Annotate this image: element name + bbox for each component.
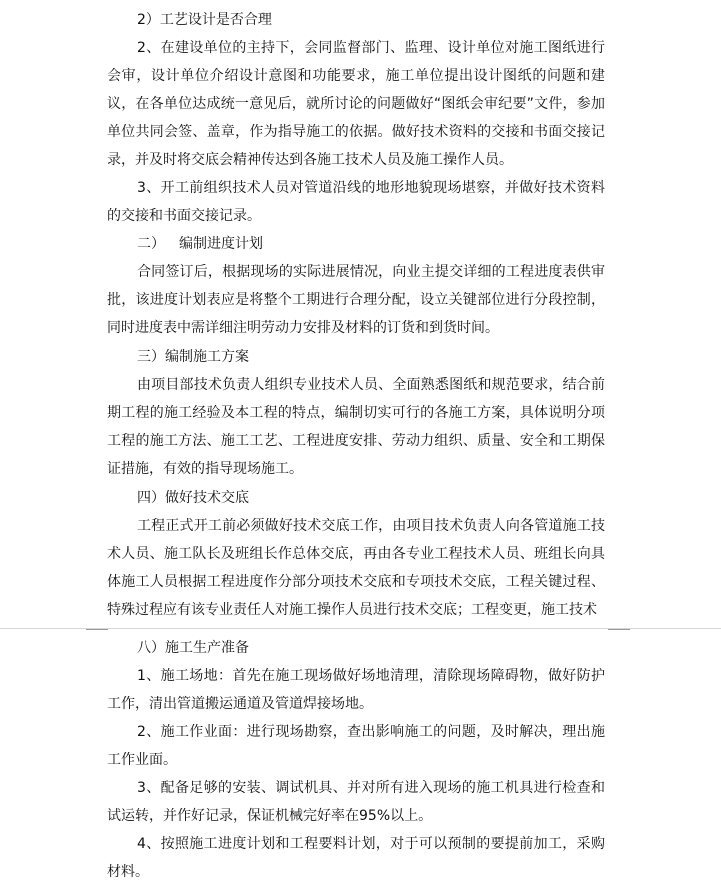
paragraph-3-site-survey: 3、开工前组织技术人员对管道沿线的地形地貌现场堪察，并做好技术资料的交接和书面交接记录。 (107, 180, 605, 224)
section-3-heading: 三）编制施工方案 (137, 349, 249, 365)
section-2-heading-number: 二） (137, 236, 165, 252)
section-4-heading: 四）做好技术交底 (137, 490, 249, 506)
item-1-site-preparation: 1、施工场地：首先在施工现场做好场地清理，清除现场障碍物，做好防护工作，清出管道搬运通道及管道焊接场地。 (107, 668, 605, 712)
section-4-body: 工程正式开工前必须做好技术交底工作，由项目技术负责人向各管道施工技术人员、施工队长及班组长作总体交底，再由各专业工程技术人员、班组长向具体施工人员根据工程进度作分部分项技术交底和专项技术交底，工程关键过程、特殊过程应有该专业责任人对施工操作人员进行技术交底；工程变更，施工技术 (107, 518, 605, 618)
item-2-work-surface: 2、施工作业面：进行现场勘察，查出影响施工的问题，及时解决，理出施工作业面。 (107, 724, 605, 768)
item-3-equipment: 3、配备足够的安装、调试机具、并对所有进入现场的施工机具进行检查和试运转，并作好记录，保证机械完好率在95%以上。 (107, 780, 605, 824)
document-page-2 (0, 632, 721, 882)
section-2-heading-text: 编制进度计划 (179, 236, 263, 252)
section-2-body: 合同签订后，根据现场的实际进展情况，向业主提交详细的工程进度表供审批，该进度计划表应是将整个工期进行合理分配，设立关键部位进行分段控制，同时进度表中需详细注明劳动力安排及材料的订货和到货时间。 (107, 264, 605, 336)
item-4-materials: 4、按照施工进度计划和工程要料计划，对于可以预制的要提前加工，采购材料。 (107, 836, 605, 880)
crop-mark-left-top (86, 623, 108, 630)
paragraph-2-drawing-review: 2、在建设单位的主持下，会同监督部门、监理、设计单位对施工图纸进行会审，设计单位介绍设计意图和功能要求，施工单位提出设计图纸的问题和建议，在各单位达成统一意见后，就所讨论的问题做好“图纸会审纪要”文件，参加单位共同会签、盖章，作为指导施工的依据。做好技术资料的交接和书面交接记录，并及时将交底会精神传达到各施工技术人员及施工操作人员。 (107, 40, 605, 168)
item-2-heading: 2）工艺设计是否合理 (137, 12, 272, 28)
section-8-heading: 八）施工生产准备 (137, 640, 249, 656)
crop-mark-right-top (608, 623, 630, 630)
section-2-heading (137, 230, 263, 258)
section-3-body: 由项目部技术负责人组织专业技术人员、全面熟悉图纸和规范要求，结合前期工程的施工经验及本工程的特点，编制切实可行的各施工方案，具体说明分项工程的施工方法、施工工艺、工程进度安排、劳动力组织、质量、安全和工期保证措施，有效的指导现场施工。 (107, 377, 605, 477)
